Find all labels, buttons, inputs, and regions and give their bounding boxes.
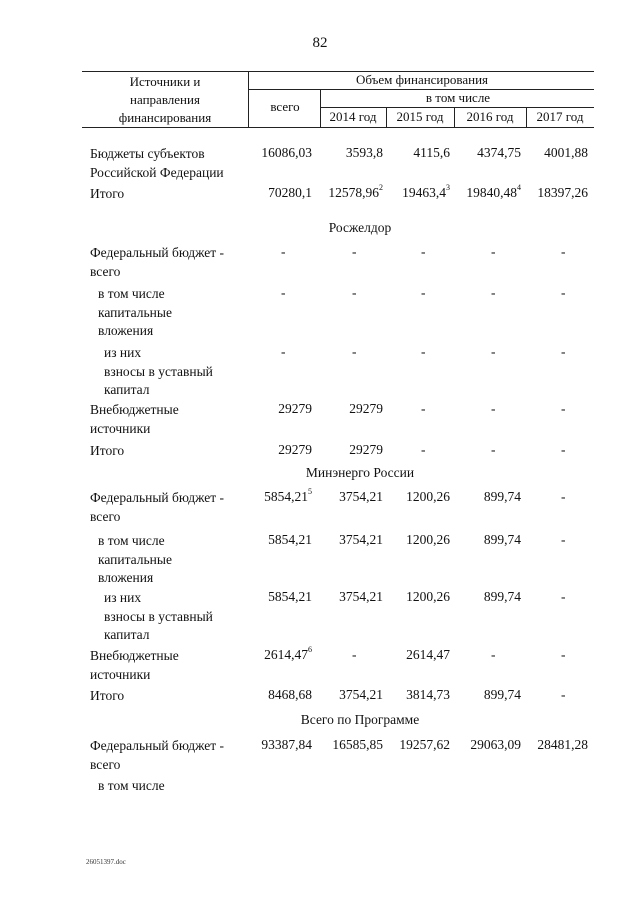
value-text: 3593,8 — [345, 145, 383, 160]
value-text: 4001,88 — [544, 145, 588, 160]
value-cell — [537, 185, 588, 201]
row-label-line: капитальные — [98, 551, 172, 567]
value-text: 899,74 — [483, 589, 521, 604]
value-text: - — [281, 244, 286, 259]
value-cell — [349, 401, 383, 417]
value-text: 4115,6 — [413, 145, 450, 160]
value-text: 3754,21 — [339, 687, 383, 702]
value-text: 8468,68 — [268, 687, 312, 702]
value-cell — [537, 737, 588, 753]
value-cell — [332, 737, 383, 753]
section-title: Всего по Программе — [300, 712, 420, 727]
value-cell — [491, 285, 496, 301]
row-label-line: в том числе — [98, 778, 165, 793]
value-cell — [491, 442, 496, 458]
value-text: 19463,4 — [402, 185, 446, 200]
row-label-line: капитал — [104, 382, 150, 397]
value-text: 29279 — [349, 442, 383, 457]
value-text: 29279 — [349, 401, 383, 416]
row-label-line: капитал — [104, 627, 150, 642]
header-sources-line: направления — [130, 92, 200, 107]
value-cell — [406, 489, 450, 505]
header-divider — [248, 71, 249, 127]
value-cell — [278, 401, 312, 417]
row-label — [98, 532, 172, 588]
value-text: 28481,28 — [537, 737, 588, 752]
row-label — [90, 737, 224, 774]
value-text: - — [491, 285, 496, 300]
value-cell — [484, 532, 521, 548]
value-text: - — [561, 442, 566, 457]
value-text: 16086,03 — [261, 145, 312, 160]
row-label-line: Итого — [90, 443, 125, 458]
row-label-line: источники — [90, 420, 151, 436]
value-cell — [402, 185, 450, 201]
value-cell — [561, 687, 566, 703]
row-label — [98, 285, 172, 341]
value-cell — [406, 589, 450, 605]
value-cell — [421, 285, 426, 301]
header-year-2014: 2014 год — [329, 109, 377, 124]
value-cell — [561, 442, 566, 458]
footnote-mark: 5 — [308, 487, 312, 496]
value-text: 3754,21 — [339, 532, 383, 547]
value-text: - — [561, 489, 566, 504]
section-title: Росжелдор — [328, 220, 392, 235]
value-cell — [268, 532, 312, 548]
value-cell — [561, 589, 566, 605]
row-label-line: Итого — [90, 688, 125, 703]
header-sources — [86, 73, 244, 127]
value-text: - — [281, 285, 286, 300]
header-including: в том числе — [425, 90, 491, 105]
value-cell — [491, 401, 496, 417]
value-text: 29279 — [278, 442, 312, 457]
value-cell — [561, 489, 566, 505]
value-text: 899,74 — [483, 489, 521, 504]
footnote-mark: 3 — [446, 183, 450, 192]
header-total: всего — [270, 99, 300, 114]
row-label-line: в том числе — [98, 286, 165, 301]
row-label-line: Федеральный бюджет - — [90, 738, 225, 753]
value-text: - — [421, 344, 426, 359]
header-year-2015: 2015 год — [396, 109, 444, 124]
row-label — [90, 244, 224, 281]
row-label-line: Федеральный бюджет - — [90, 490, 225, 505]
value-text: 93387,84 — [261, 737, 312, 752]
value-cell — [470, 737, 521, 753]
row-label — [90, 401, 179, 438]
row-label-line: взносы в уставный — [104, 608, 213, 624]
value-cell — [406, 647, 450, 663]
value-cell — [339, 589, 383, 605]
value-cell — [349, 442, 383, 458]
value-text: - — [561, 401, 566, 416]
value-cell — [281, 285, 286, 301]
value-cell — [268, 589, 312, 605]
page-number: 82 — [312, 35, 328, 51]
value-text: - — [491, 442, 496, 457]
value-text: 3754,21 — [339, 589, 383, 604]
value-cell — [421, 344, 426, 360]
value-cell — [339, 687, 383, 703]
value-cell — [544, 145, 588, 161]
row-label-line: вложения — [98, 323, 154, 338]
footnote-mark: 2 — [379, 183, 383, 192]
value-cell — [352, 647, 357, 663]
value-cell — [421, 442, 426, 458]
value-text: - — [491, 344, 496, 359]
value-cell — [268, 687, 312, 703]
value-cell — [491, 244, 496, 260]
value-cell — [352, 244, 357, 260]
value-text: - — [421, 285, 426, 300]
value-text: 4374,75 — [477, 145, 521, 160]
value-cell — [406, 687, 450, 703]
value-text: - — [352, 344, 357, 359]
row-label-line: капитальные — [98, 304, 172, 320]
value-cell — [413, 145, 450, 161]
value-text: 1200,26 — [406, 589, 450, 604]
value-text: 3814,73 — [406, 687, 450, 702]
row-label — [90, 185, 124, 204]
value-cell — [561, 285, 566, 301]
header-year-2017: 2017 год — [536, 109, 584, 124]
value-text: - — [352, 285, 357, 300]
value-cell — [352, 344, 357, 360]
header-year-2016: 2016 год — [466, 109, 514, 124]
row-label — [104, 344, 213, 400]
value-cell — [261, 145, 312, 161]
value-cell — [466, 185, 521, 201]
value-cell — [561, 647, 566, 663]
row-label-line: в том числе — [98, 533, 165, 548]
row-label-line: Бюджеты субъектов — [90, 146, 205, 161]
value-text: - — [421, 244, 426, 259]
value-text: 3754,21 — [339, 489, 383, 504]
value-cell — [399, 737, 450, 753]
header-sources-line: финансирования — [118, 110, 212, 125]
value-cell — [406, 532, 450, 548]
value-text: 899,74 — [483, 532, 521, 547]
value-text: 70280,1 — [268, 185, 312, 200]
value-text: - — [561, 244, 566, 259]
row-label — [90, 489, 224, 526]
row-label-line: всего — [90, 756, 121, 772]
value-text: - — [421, 401, 426, 416]
value-cell — [421, 244, 426, 260]
row-label — [90, 687, 124, 706]
value-cell — [281, 244, 286, 260]
value-text: 18397,26 — [537, 185, 588, 200]
value-cell — [561, 401, 566, 417]
row-label-line: из них — [104, 590, 142, 605]
value-text: - — [561, 589, 566, 604]
row-label-line: Российской Федерации — [90, 164, 224, 180]
value-text: 16585,85 — [332, 737, 383, 752]
value-cell — [339, 532, 383, 548]
value-text: - — [352, 647, 357, 662]
value-cell — [352, 285, 357, 301]
footnote-mark: 4 — [517, 183, 521, 192]
header-sources-line: Источники и — [129, 74, 201, 89]
value-text: - — [352, 244, 357, 259]
value-text: 29063,09 — [470, 737, 521, 752]
value-cell — [477, 145, 521, 161]
value-text: 2614,47 — [406, 647, 450, 662]
value-cell — [264, 489, 312, 505]
value-cell — [261, 737, 312, 753]
value-text: 19257,62 — [399, 737, 450, 752]
value-text: - — [281, 344, 286, 359]
row-label-line: Внебюджетные — [90, 648, 179, 663]
value-text: 19840,48 — [466, 185, 517, 200]
value-text: - — [491, 647, 496, 662]
value-text: 5854,21 — [268, 532, 312, 547]
row-label — [90, 145, 224, 182]
value-text: 2614,47 — [264, 647, 308, 662]
row-label — [98, 777, 165, 796]
document-footer: 26051397.doc — [86, 858, 126, 866]
footnote-mark: 6 — [308, 645, 312, 654]
value-text: 12578,96 — [328, 185, 379, 200]
value-text: 899,74 — [483, 687, 521, 702]
value-cell — [268, 185, 312, 201]
value-text: - — [561, 344, 566, 359]
row-label-line: вложения — [98, 570, 154, 585]
header-bottom-rule — [82, 127, 594, 128]
value-cell — [484, 687, 521, 703]
row-label-line: Итого — [90, 186, 125, 201]
value-text: 5854,21 — [268, 589, 312, 604]
value-cell — [561, 532, 566, 548]
value-text: - — [561, 687, 566, 702]
value-cell — [491, 344, 496, 360]
value-cell — [278, 442, 312, 458]
section-title: Минэнерго России — [305, 465, 415, 480]
row-label-line: взносы в уставный — [104, 363, 213, 379]
row-label-line: Внебюджетные — [90, 402, 179, 417]
value-text: - — [491, 401, 496, 416]
value-cell — [491, 647, 496, 663]
value-cell — [264, 647, 312, 663]
row-label — [104, 589, 213, 645]
value-cell — [281, 344, 286, 360]
value-text: - — [561, 285, 566, 300]
value-cell — [339, 489, 383, 505]
header-volume: Объем финансирования — [355, 72, 489, 87]
value-cell — [561, 244, 566, 260]
row-label-line: Федеральный бюджет - — [90, 245, 225, 260]
value-cell — [346, 145, 383, 161]
value-cell — [484, 589, 521, 605]
value-text: 29279 — [278, 401, 312, 416]
value-text: 1200,26 — [406, 532, 450, 547]
row-label-line: из них — [104, 345, 142, 360]
value-text: - — [561, 647, 566, 662]
value-cell — [421, 401, 426, 417]
value-cell — [484, 489, 521, 505]
value-cell — [328, 185, 383, 201]
value-text: 5854,21 — [264, 489, 308, 504]
row-label — [90, 442, 124, 461]
row-label-line: источники — [90, 666, 151, 682]
row-label — [90, 647, 179, 684]
value-text: - — [421, 442, 426, 457]
row-label-line: всего — [90, 263, 121, 279]
value-text: 1200,26 — [406, 489, 450, 504]
value-text: - — [561, 532, 566, 547]
row-label-line: всего — [90, 508, 121, 524]
value-cell — [561, 344, 566, 360]
value-text: - — [491, 244, 496, 259]
